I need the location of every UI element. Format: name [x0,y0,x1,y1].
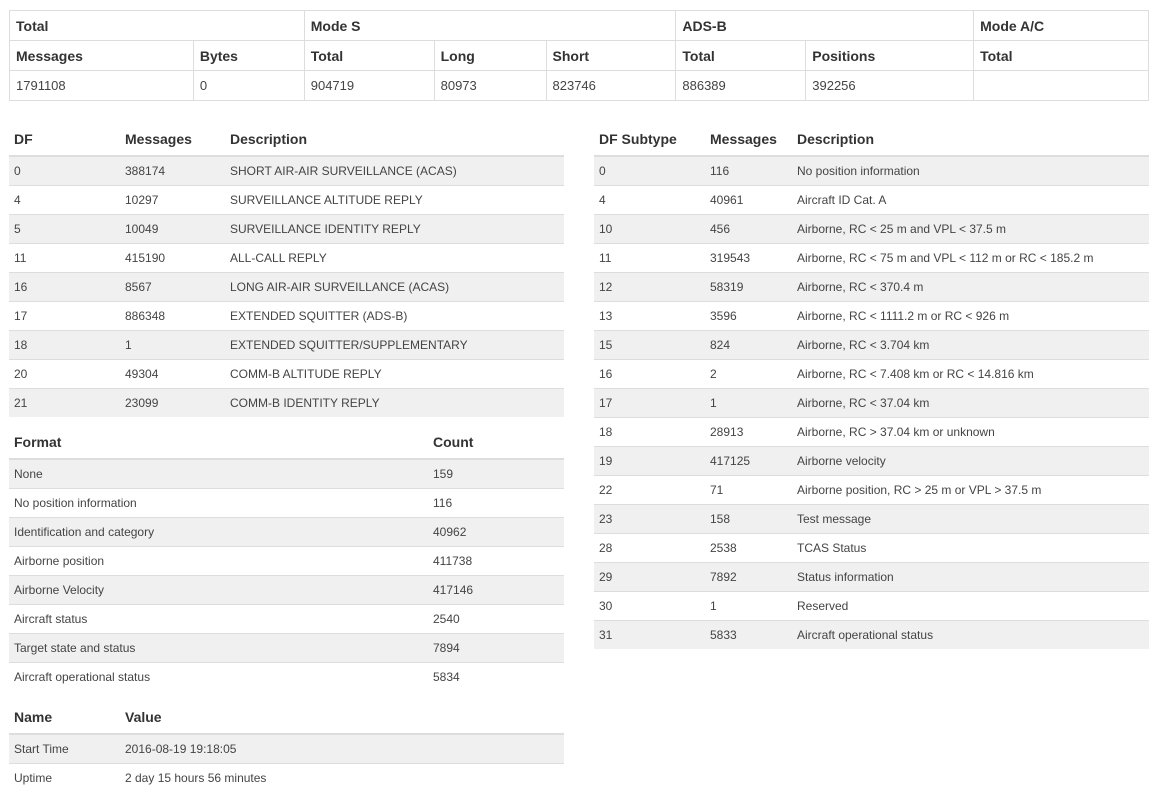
subtype-cell-description: Airborne, RC < 370.4 m [792,273,1149,302]
format-cell-format: Airborne position [9,547,428,576]
df-cell-df: 16 [9,273,120,302]
subtype-cell-messages: 1 [705,389,792,418]
subtype-cell-subtype: 29 [594,563,705,592]
subtype-row [594,186,1149,215]
df-cell-description: SHORT AIR-AIR SURVEILLANCE (ACAS) [225,156,564,186]
subtype-cell-description: Airborne position, RC > 25 m or VPL > 37.5 m [792,476,1149,505]
subtype-cell-messages: 2 [705,360,792,389]
subtype-cell-description: Test message [792,505,1149,534]
format-cell-format: Target state and status [9,634,428,663]
df-cell-description: COMM-B IDENTITY REPLY [225,389,564,418]
subtype-cell-subtype: 10 [594,215,705,244]
df-cell-description: SURVEILLANCE IDENTITY REPLY [225,215,564,244]
subtype-col-subtype: DF Subtype [594,123,705,156]
summary-col-modeac-total: Total [974,41,1149,71]
format-row [9,605,564,634]
df-cell-messages: 10049 [120,215,225,244]
subtype-cell-description: Reserved [792,592,1149,621]
subtype-cell-messages: 40961 [705,186,792,215]
subtype-cell-messages: 28913 [705,418,792,447]
format-header-row [9,426,564,459]
df-cell-messages: 1 [120,331,225,360]
format-row [9,518,564,547]
summary-value-adsb-positions: 392256 [806,71,974,101]
subtype-cell-subtype: 11 [594,244,705,273]
status-cell-name: Uptime [9,764,120,793]
subtype-cell-subtype: 13 [594,302,705,331]
subtype-cell-messages: 2538 [705,534,792,563]
df-cell-description: COMM-B ALTITUDE REPLY [225,360,564,389]
subtype-cell-description: Airborne, RC < 3.704 km [792,331,1149,360]
subtype-cell-messages: 7892 [705,563,792,592]
subtype-cell-description: Airborne, RC < 25 m and VPL < 37.5 m [792,215,1149,244]
df-cell-messages: 415190 [120,244,225,273]
df-cell-df: 4 [9,186,120,215]
df-cell-df: 20 [9,360,120,389]
format-row [9,663,564,692]
summary-group-ads-b: ADS-B [676,11,974,41]
status-col-value: Value [120,701,564,734]
format-table [9,426,564,691]
df-cell-messages: 388174 [120,156,225,186]
summary-col-adsb-total: Total [676,41,806,71]
subtype-cell-subtype: 0 [594,156,705,186]
format-col-count: Count [428,426,564,459]
format-cell-count: 116 [428,489,564,518]
df-cell-df: 18 [9,331,120,360]
summary-col-modes-short: Short [546,41,676,71]
format-cell-count: 159 [428,459,564,489]
subtype-cell-messages: 71 [705,476,792,505]
format-cell-count: 5834 [428,663,564,692]
subtype-cell-subtype: 31 [594,621,705,650]
df-cell-df: 21 [9,389,120,418]
subtype-cell-description: TCAS Status [792,534,1149,563]
df-row [9,186,564,215]
df-cell-description: EXTENDED SQUITTER/SUPPLEMENTARY [225,331,564,360]
subtype-row [594,505,1149,534]
subtype-col-description: Description [792,123,1149,156]
subtype-cell-description: Airborne, RC > 37.04 km or unknown [792,418,1149,447]
subtype-row [594,331,1149,360]
subtype-cell-subtype: 16 [594,360,705,389]
format-row [9,634,564,663]
df-subtype-table [594,123,1149,649]
subtype-row [594,621,1149,650]
summary-value-adsb-total: 886389 [676,71,806,101]
subtype-col-messages: Messages [705,123,792,156]
df-row [9,156,564,186]
format-cell-count: 2540 [428,605,564,634]
subtype-row [594,389,1149,418]
df-table [9,123,564,417]
summary-value-messages: 1791108 [10,71,194,101]
subtype-row [594,302,1149,331]
status-cell-value: 2 day 15 hours 56 minutes [120,764,564,793]
format-col-format: Format [9,426,428,459]
format-cell-count: 40962 [428,518,564,547]
subtype-row [594,476,1149,505]
subtype-cell-messages: 58319 [705,273,792,302]
subtype-cell-description: No position information [792,156,1149,186]
df-cell-description: LONG AIR-AIR SURVEILLANCE (ACAS) [225,273,564,302]
df-cell-description: SURVEILLANCE ALTITUDE REPLY [225,186,564,215]
format-cell-count: 7894 [428,634,564,663]
df-col-df: DF [9,123,120,156]
subtype-cell-messages: 824 [705,331,792,360]
format-cell-format: Airborne Velocity [9,576,428,605]
subtype-cell-description: Airborne, RC < 37.04 km [792,389,1149,418]
subtype-cell-messages: 5833 [705,621,792,650]
format-cell-format: Aircraft status [9,605,428,634]
summary-col-modes-total: Total [304,41,434,71]
status-row [9,764,564,793]
summary-value-modeac-total [974,71,1149,101]
subtype-row [594,156,1149,186]
df-row [9,302,564,331]
df-col-messages: Messages [120,123,225,156]
df-cell-messages: 49304 [120,360,225,389]
df-col-description: Description [225,123,564,156]
subtype-cell-description: Airborne velocity [792,447,1149,476]
format-row [9,576,564,605]
format-row [9,547,564,576]
subtype-cell-subtype: 12 [594,273,705,302]
subtype-cell-subtype: 22 [594,476,705,505]
subtype-cell-subtype: 18 [594,418,705,447]
df-row [9,244,564,273]
subtype-cell-description: Airborne, RC < 7.408 km or RC < 14.816 km [792,360,1149,389]
subtype-cell-subtype: 17 [594,389,705,418]
df-row [9,331,564,360]
subtype-cell-messages: 1 [705,592,792,621]
summary-col-adsb-positions: Positions [806,41,974,71]
status-row [9,734,564,764]
format-row [9,489,564,518]
subtype-cell-subtype: 23 [594,505,705,534]
df-row [9,215,564,244]
summary-col-messages: Messages [10,41,194,71]
subtype-cell-description: Status information [792,563,1149,592]
subtype-row [594,447,1149,476]
df-cell-description: EXTENDED SQUITTER (ADS-B) [225,302,564,331]
summary-group-mode-ac: Mode A/C [974,11,1149,41]
subtype-row [594,563,1149,592]
df-cell-df: 11 [9,244,120,273]
df-row [9,360,564,389]
format-cell-format: Identification and category [9,518,428,547]
format-cell-count: 411738 [428,547,564,576]
subtype-cell-messages: 3596 [705,302,792,331]
subtype-row [594,360,1149,389]
df-cell-df: 5 [9,215,120,244]
subtype-row [594,244,1149,273]
df-cell-messages: 23099 [120,389,225,418]
subtype-cell-subtype: 19 [594,447,705,476]
subtype-cell-subtype: 30 [594,592,705,621]
format-cell-format: No position information [9,489,428,518]
subtype-row [594,215,1149,244]
subtype-row [594,534,1149,563]
subtype-row [594,418,1149,447]
summary-group-total: Total [10,11,305,41]
df-cell-df: 17 [9,302,120,331]
subtype-header-row [594,123,1149,156]
df-cell-messages: 886348 [120,302,225,331]
format-cell-format: Aircraft operational status [9,663,428,692]
subtype-row [594,273,1149,302]
status-table [9,701,564,792]
subtype-cell-subtype: 28 [594,534,705,563]
summary-group-mode-s: Mode S [304,11,676,41]
df-cell-messages: 8567 [120,273,225,302]
subtype-cell-messages: 417125 [705,447,792,476]
df-row [9,273,564,302]
format-cell-format: None [9,459,428,489]
summary-column-row [10,41,1149,71]
summary-value-modes-total: 904719 [304,71,434,101]
df-cell-description: ALL-CALL REPLY [225,244,564,273]
subtype-cell-messages: 319543 [705,244,792,273]
summary-group-row [10,11,1149,41]
status-cell-value: 2016-08-19 19:18:05 [120,734,564,764]
subtype-cell-description: Airborne, RC < 75 m and VPL < 112 m or RC < 185.2 m [792,244,1149,273]
df-row [9,389,564,418]
status-cell-name: Start Time [9,734,120,764]
summary-value-modes-long: 80973 [434,71,546,101]
status-col-name: Name [9,701,120,734]
summary-value-bytes: 0 [193,71,304,101]
df-cell-df: 0 [9,156,120,186]
summary-col-bytes: Bytes [193,41,304,71]
format-cell-count: 417146 [428,576,564,605]
subtype-cell-messages: 158 [705,505,792,534]
subtype-cell-description: Airborne, RC < 1111.2 m or RC < 926 m [792,302,1149,331]
df-header-row [9,123,564,156]
subtype-cell-subtype: 4 [594,186,705,215]
summary-col-modes-long: Long [434,41,546,71]
subtype-cell-description: Aircraft ID Cat. A [792,186,1149,215]
subtype-row [594,592,1149,621]
summary-table [9,10,1149,101]
subtype-cell-description: Aircraft operational status [792,621,1149,650]
status-header-row [9,701,564,734]
subtype-cell-messages: 456 [705,215,792,244]
subtype-cell-subtype: 15 [594,331,705,360]
summary-value-modes-short: 823746 [546,71,676,101]
subtype-cell-messages: 116 [705,156,792,186]
df-cell-messages: 10297 [120,186,225,215]
summary-value-row [10,71,1149,101]
format-row [9,459,564,489]
